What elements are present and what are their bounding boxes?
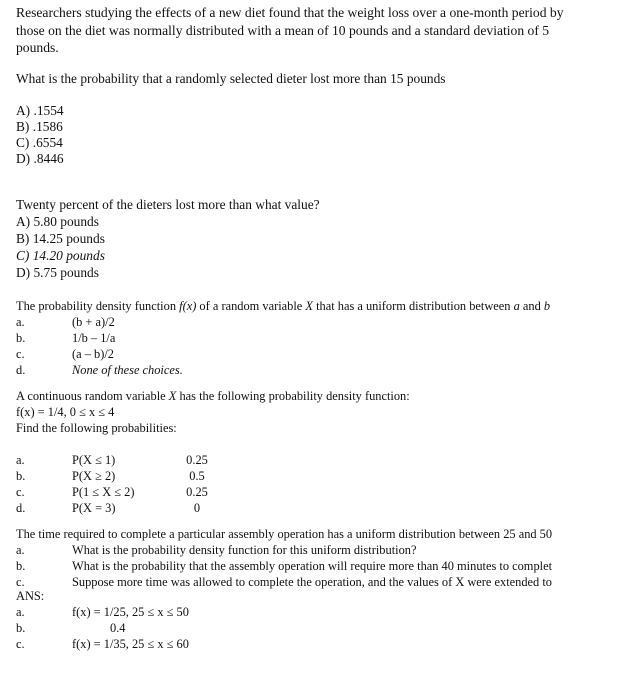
q5-answer-b: 0.4 [110, 621, 126, 635]
q5-part-a: What is the probability density function for this uniform distribution? [72, 543, 417, 557]
q3-question: The probability density function f(x) of a random variable X that has a uniform distribution between a and b [16, 299, 551, 313]
q3-label-c: c. [16, 347, 25, 361]
q5-ans-label-c: c. [16, 637, 25, 651]
q1-stem: Researchers studying the effects of a new diet found that the weight loss over a one-month period by those on the diet was normally distributed with a mean of 10 pounds and a standard deviation of 5 pounds. [16, 5, 564, 55]
q3-label-d: d. [16, 363, 26, 377]
q1-option-b: B) .1586 [16, 119, 63, 134]
q4-answer-c: 0.25 [186, 485, 208, 499]
q1-question: What is the probability that a randomly selected dieter lost more than 15 pounds [16, 71, 446, 86]
q4-answer-b: 0.5 [189, 469, 205, 483]
q2-option-c: C) 14.20 pounds [16, 248, 105, 263]
q4-label-a: a. [16, 453, 25, 467]
q4-event-d: P(X = 3) [72, 501, 116, 515]
q3-choice-b: 1/b – 1/a [72, 331, 116, 345]
q1-option-c: C) .6554 [16, 135, 63, 150]
q4-label-b: b. [16, 469, 26, 483]
q4-pdf: f(x) = 1/4, 0 ≤ x ≤ 4 [16, 405, 115, 419]
q4-instruction: Find the following probabilities: [16, 421, 177, 435]
q2-question: Twenty percent of the dieters lost more than what value? [16, 197, 320, 212]
q4-answer-d: 0 [193, 501, 201, 515]
q5-answer-c: f(x) = 1/35, 25 ≤ x ≤ 60 [72, 637, 189, 651]
q4-event-b: P(X ≥ 2) [72, 469, 116, 483]
q3-choice-c: (a – b)/2 [72, 347, 114, 361]
q5-ans-label: ANS: [16, 589, 45, 603]
q5-ans-label-a: a. [16, 605, 25, 619]
q5-ans-label-b: b. [16, 621, 26, 635]
q3-label-a: a. [16, 315, 25, 329]
q3-choice-d: None of these choices. [72, 363, 183, 377]
q4-answer-a: 0.25 [186, 453, 208, 467]
q4-label-c: c. [16, 485, 25, 499]
q5-part-c: Suppose more time was allowed to complete the operation, and the values of X were extended to [72, 575, 552, 589]
q3-choice-a: (b + a)/2 [72, 315, 115, 329]
q5-answer-a: f(x) = 1/25, 25 ≤ x ≤ 50 [72, 605, 189, 619]
q4-label-d: d. [16, 501, 26, 515]
q5-label-c: c. [16, 575, 25, 589]
q2-option-d: D) 5.75 pounds [16, 265, 99, 280]
q1-option-d: D) .8446 [16, 151, 64, 166]
q3-label-b: b. [16, 331, 26, 345]
q1-option-a: A) .1554 [16, 103, 64, 118]
q2-option-b: B) 14.25 pounds [16, 231, 105, 246]
q5-part-b: What is the probability that the assembly operation will require more than 40 minutes to complet [72, 559, 553, 573]
q4-intro: A continuous random variable X has the following probability density function: [16, 389, 410, 403]
q5-label-b: b. [16, 559, 26, 573]
q5-label-a: a. [16, 543, 25, 557]
q4-event-c: P(1 ≤ X ≤ 2) [72, 485, 135, 499]
q2-option-a: A) 5.80 pounds [16, 214, 99, 229]
q4-event-a: P(X ≤ 1) [72, 453, 116, 467]
q5-question: The time required to complete a particular assembly operation has a uniform distribution between 25 and 50 [16, 527, 553, 541]
